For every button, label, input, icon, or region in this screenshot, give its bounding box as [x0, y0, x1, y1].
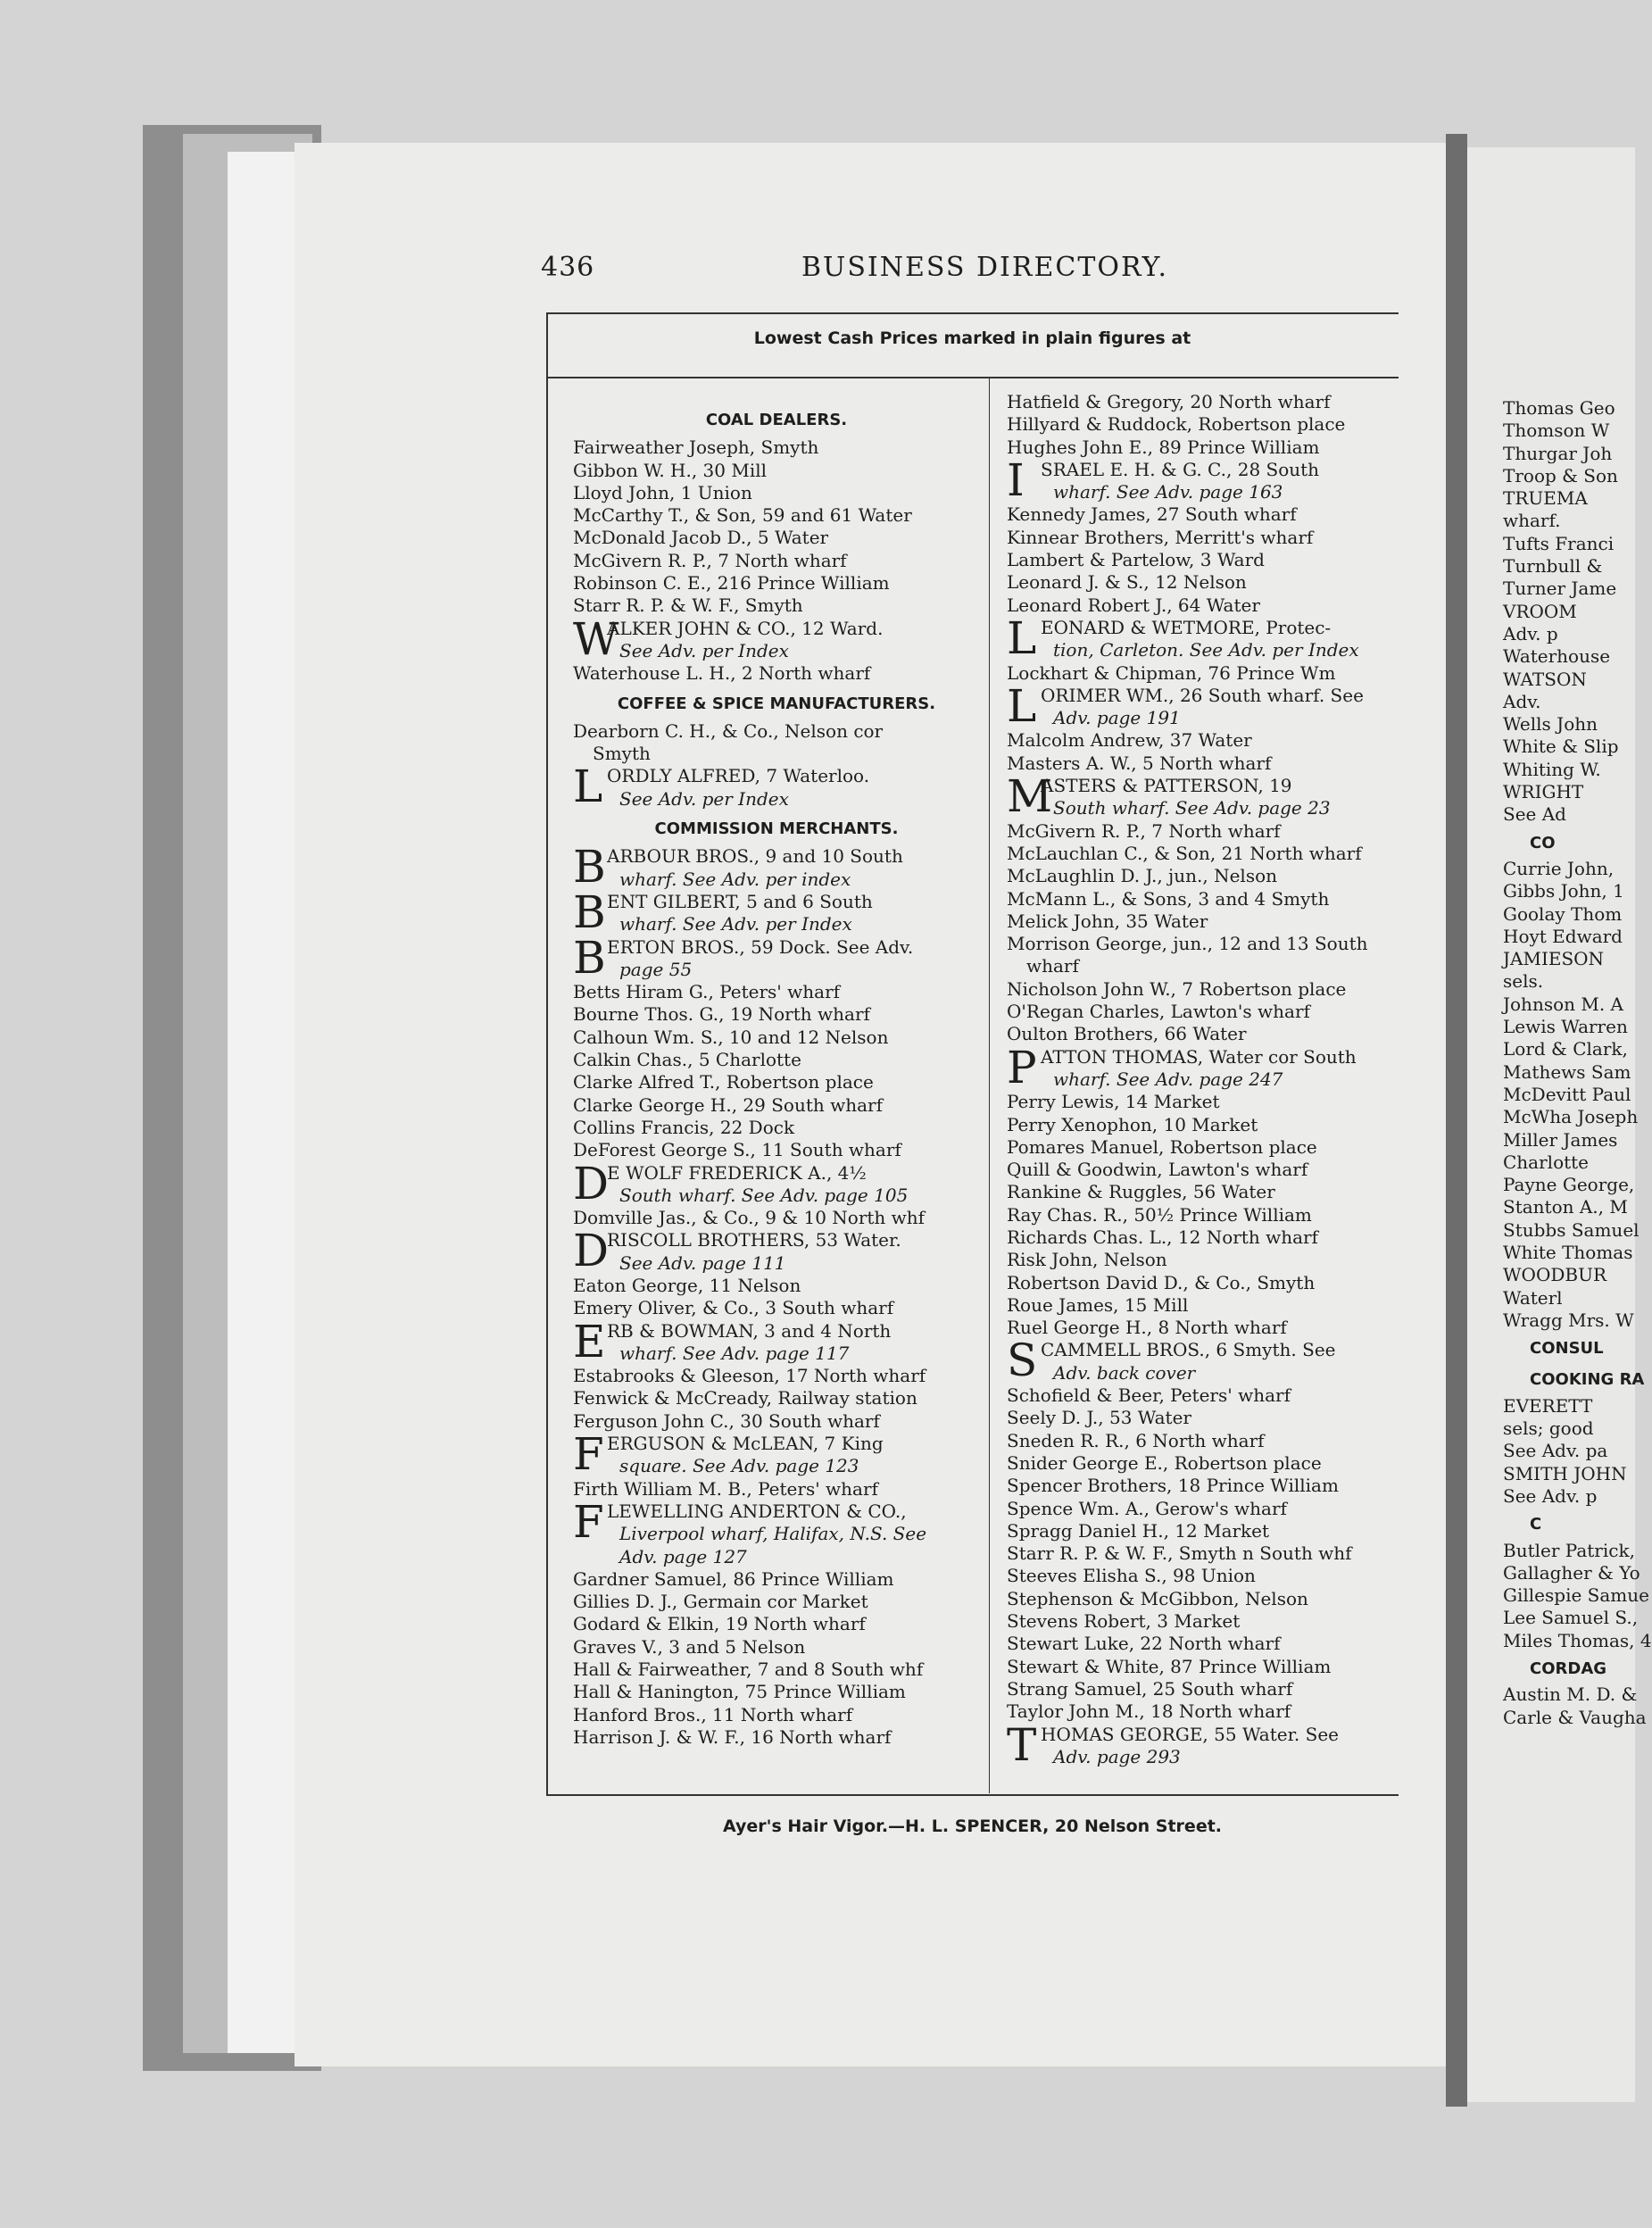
next-page-fragment: Waterhouse [1503, 645, 1611, 668]
directory-entry: Bourne Thos. G., 19 North wharf [573, 1003, 870, 1026]
featured-entry-line: Adv. back cover [1053, 1361, 1196, 1384]
entry-continuation: Smyth [593, 743, 651, 765]
featured-entry-line: wharf. See Adv. page 247 [1053, 1068, 1283, 1090]
directory-entry: Dearborn C. H., & Co., Nelson cor [573, 719, 884, 742]
featured-entry-line: wharf. See Adv. page 163 [1053, 481, 1283, 503]
initial-capital: E [573, 1315, 606, 1368]
directory-entry: Lloyd John, 1 Union [573, 481, 752, 503]
directory-entry: Pomares Manuel, Robertson place [1007, 1135, 1317, 1158]
directory-entry: Hanford Bros., 11 North wharf [573, 1703, 853, 1725]
right-column [1007, 391, 1408, 1771]
featured-entry-line: wharf. See Adv. page 117 [619, 1342, 850, 1364]
featured-entry-line: ERGUSON & McLEAN, 7 King [607, 1433, 884, 1455]
next-page-fragment: White Thomas [1503, 1241, 1633, 1263]
next-page-fragment: Currie John, [1503, 857, 1615, 879]
next-page-fragment: Goolay Thom [1503, 902, 1623, 925]
directory-entry: Stewart Luke, 22 North wharf [1007, 1633, 1281, 1655]
featured-entry [573, 1157, 980, 1210]
directory-entry: Robinson C. E., 216 Prince William [573, 572, 890, 594]
featured-entry-line: RB & BOWMAN, 3 and 4 North [607, 1319, 892, 1342]
directory-entry: Stevens Robert, 3 Market [1007, 1610, 1241, 1633]
featured-entry-line: See Adv. per Index [619, 639, 789, 661]
featured-entry-line: Adv. page 127 [619, 1545, 747, 1567]
featured-entry-line: ATTON THOMAS, Water cor South [1041, 1045, 1357, 1068]
next-page-fragment: CORDAG [1530, 1659, 1607, 1679]
directory-entry: Domville Jas., & Co., 9 & 10 North whf [573, 1207, 926, 1229]
left-border [546, 314, 548, 1796]
next-page-fragment: Stanton A., M [1503, 1196, 1628, 1218]
featured-entry-line: HOMAS GEORGE, 55 Water. See [1041, 1723, 1340, 1745]
directory-entry: Hillyard & Ruddock, Robertson place [1007, 413, 1346, 436]
featured-entry [1007, 453, 1408, 506]
directory-entry: Ruel George H., 8 North wharf [1007, 1317, 1287, 1339]
directory-entry: DeForest George S., 11 South wharf [573, 1139, 901, 1161]
featured-entry-line: ERTON BROS., 59 Dock. See Adv. [607, 935, 914, 958]
directory-entry: Taylor John M., 18 North wharf [1007, 1700, 1291, 1723]
footer-advert: Ayer's Hair Vigor.—H. L. SPENCER, 20 Nelson Street. [722, 1816, 1222, 1836]
next-page-fragment: Gallagher & Yo [1503, 1561, 1640, 1584]
directory-entry: Spence Wm. A., Gerow's wharf [1007, 1497, 1287, 1519]
book-edge-paper [228, 152, 299, 2053]
featured-entry [1007, 770, 1408, 823]
directory-entry: Snider George E., Robertson place [1007, 1451, 1322, 1474]
initial-capital: I [1007, 453, 1025, 506]
featured-entry-line: E WOLF FREDERICK A., 4½ [607, 1161, 867, 1184]
directory-entry: Starr R. P. & W. F., Smyth n South whf [1007, 1542, 1352, 1565]
initial-capital: B [573, 885, 606, 938]
next-page-fragment: CONSUL [1530, 1339, 1604, 1359]
directory-entry: O'Regan Charles, Lawton's wharf [1007, 1001, 1310, 1023]
directory-entry: Hall & Fairweather, 7 and 8 South whf [573, 1659, 924, 1681]
next-page-fragment: Waterl [1503, 1286, 1563, 1309]
featured-entry-line: ARBOUR BROS., 9 and 10 South [607, 845, 903, 868]
next-page-fragment: WOODBUR [1503, 1264, 1606, 1286]
featured-entry-line: wharf. See Adv. per index [619, 868, 851, 890]
directory-entry: Kennedy James, 27 South wharf [1007, 503, 1297, 526]
directory-entry: Spencer Brothers, 18 Prince William [1007, 1475, 1339, 1497]
entry-continuation: wharf [1026, 955, 1079, 977]
directory-entry: McGivern R. P., 7 North wharf [573, 549, 847, 571]
directory-entry: Steeves Elisha S., 98 Union [1007, 1565, 1256, 1587]
featured-entry-line: ALKER JOHN & CO., 12 Ward. [607, 617, 884, 639]
featured-entry [573, 1225, 980, 1277]
directory-entry: McCarthy T., & Son, 59 and 61 Water [573, 504, 912, 527]
top-rule [546, 312, 1399, 314]
directory-entry: Betts Hiram G., Peters' wharf [573, 981, 841, 1003]
next-page-fragment: See Adv. p [1503, 1484, 1598, 1507]
directory-entry: Graves V., 3 and 5 Nelson [573, 1635, 806, 1658]
next-page-fragment: SMITH JOHN [1503, 1462, 1627, 1484]
featured-entry [573, 1428, 980, 1481]
book-gutter [1446, 134, 1467, 2107]
next-page-fragment: CO [1530, 833, 1556, 852]
next-page-fragment: Carle & Vaugha [1503, 1706, 1647, 1728]
directory-entry: Gardner Samuel, 86 Prince William [573, 1567, 894, 1590]
initial-capital: T [1007, 1718, 1037, 1771]
next-page-fragment: Whiting W. [1503, 758, 1601, 780]
directory-entry: Strang Samuel, 25 South wharf [1007, 1677, 1293, 1700]
next-page-fragment: See Ad [1503, 803, 1566, 826]
directory-entry: McDonald Jacob D., 5 Water [573, 527, 829, 549]
initial-capital: P [1007, 1041, 1037, 1093]
next-page-fragment: Adv. p [1503, 622, 1558, 644]
featured-entry-line: ORDLY ALFRED, 7 Waterloo. [607, 765, 870, 787]
directory-entry: Morrison George, jun., 12 and 13 South [1007, 933, 1368, 955]
section-heading: COAL DEALERS. [705, 411, 848, 429]
featured-entry-line: South wharf. See Adv. page 23 [1053, 797, 1331, 819]
next-page-fragment: TRUEMA [1503, 487, 1588, 510]
featured-entry [573, 1495, 980, 1568]
directory-entry: Oulton Brothers, 66 Water [1007, 1023, 1247, 1045]
directory-entry: Estabrooks & Gleeson, 17 North wharf [573, 1365, 926, 1387]
banner-rule [546, 377, 1399, 378]
initial-capital: S [1007, 1334, 1038, 1387]
featured-entry [1007, 1041, 1408, 1093]
featured-entry-line: Adv. page 191 [1053, 707, 1181, 729]
initial-capital: L [1007, 679, 1037, 732]
directory-entry: Nicholson John W., 7 Robertson place [1007, 977, 1347, 1000]
next-page-fragment: McDevitt Paul [1503, 1083, 1631, 1105]
featured-entry-line: Liverpool wharf, Halifax, N.S. See [619, 1523, 927, 1545]
featured-entry-line: Adv. page 293 [1053, 1745, 1181, 1767]
next-page-fragment: Lee Samuel S., [1503, 1607, 1639, 1629]
featured-entry-line: ASTERS & PATTERSON, 19 [1041, 775, 1292, 797]
featured-entry-line: See Adv. per Index [619, 787, 789, 810]
directory-entry: Perry Lewis, 14 Market [1007, 1091, 1220, 1113]
next-page-fragment: Troop & Son [1503, 464, 1618, 486]
directory-entry: Hatfield & Gregory, 20 North wharf [1007, 391, 1331, 412]
directory-entry: Calkin Chas., 5 Charlotte [573, 1049, 801, 1071]
featured-entry [573, 761, 980, 813]
next-page-fragment: JAMIESON [1503, 948, 1605, 970]
directory-entry: Ray Chas. R., 50½ Prince William [1007, 1203, 1312, 1226]
featured-entry-line: page 55 [619, 958, 693, 980]
left-column [573, 402, 980, 1749]
next-page-fragment: Tufts Franci [1503, 532, 1615, 554]
featured-entry [573, 1315, 980, 1368]
bottom-rule [546, 1794, 1399, 1796]
directory-entry: Hall & Hanington, 75 Prince William [573, 1681, 906, 1703]
next-page-fragment: Stubbs Samuel [1503, 1218, 1640, 1241]
next-page-fragment: VROOM [1503, 600, 1577, 622]
directory-entry: Lambert & Partelow, 3 Ward [1007, 549, 1265, 571]
section-heading: COFFEE & SPICE MANUFACTURERS. [617, 694, 936, 713]
featured-entry [1007, 679, 1408, 732]
featured-entry-line: South wharf. See Adv. page 105 [619, 1184, 909, 1206]
directory-entry: McGivern R. P., 7 North wharf [1007, 819, 1281, 842]
featured-entry [1007, 1334, 1408, 1387]
featured-entry [573, 612, 980, 665]
directory-entry: Starr R. P. & W. F., Smyth [573, 594, 803, 617]
featured-entry [573, 885, 980, 938]
featured-entry-line: ENT GILBERT, 5 and 6 South [607, 890, 873, 912]
featured-entry-line: See Adv. page 111 [619, 1251, 786, 1274]
featured-entry-line: LEWELLING ANDERTON & CO., [607, 1500, 907, 1522]
next-page-fragment: See Adv. pa [1503, 1440, 1608, 1462]
next-page-fragment: Thomas Geo [1503, 397, 1615, 419]
next-page-fragment: Johnson M. A [1503, 993, 1623, 1015]
next-page-fragment: wharf. [1503, 510, 1561, 532]
column-divider [989, 378, 990, 1793]
directory-entry: Robertson David D., & Co., Smyth [1007, 1271, 1316, 1293]
directory-entry: Perry Xenophon, 10 Market [1007, 1113, 1258, 1135]
directory-entry: Stewart & White, 87 Prince William [1007, 1655, 1332, 1677]
directory-entry: Roue James, 15 Mill [1007, 1293, 1189, 1316]
directory-entry: Schofield & Beer, Peters' wharf [1007, 1384, 1291, 1407]
directory-entry: McMann L., & Sons, 3 and 4 Smyth [1007, 887, 1330, 910]
next-page-fragment: sels; good [1503, 1417, 1594, 1440]
next-page-fragment: Hoyt Edward [1503, 925, 1623, 947]
directory-entry: Gillies D. J., Germain cor Market [573, 1591, 868, 1613]
directory-entry: Fairweather Joseph, Smyth [573, 436, 819, 459]
directory-entry: Hughes John E., 89 Prince William [1007, 436, 1320, 458]
directory-entry: Collins Francis, 22 Dock [573, 1116, 795, 1138]
directory-entry: Risk John, Nelson [1007, 1249, 1167, 1271]
next-page-fragment: Lord & Clark, [1503, 1038, 1628, 1060]
directory-entry: Calhoun Wm. S., 10 and 12 Nelson [573, 1026, 889, 1048]
featured-entry-line: tion, Carleton. See Adv. per Index [1053, 639, 1359, 661]
directory-entry: Masters A. W., 5 North wharf [1007, 752, 1272, 774]
directory-entry: Gibbon W. H., 30 Mill [573, 459, 768, 481]
featured-entry [573, 841, 980, 894]
next-page-fragment: Miller James [1503, 1128, 1618, 1151]
next-page-fragment: Butler Patrick, [1503, 1539, 1635, 1561]
directory-entry: Rankine & Ruggles, 56 Water [1007, 1181, 1275, 1203]
page-number: 436 [541, 252, 595, 283]
next-page-fragment: Charlotte [1503, 1151, 1590, 1173]
next-page-fragment: Thurgar Joh [1503, 442, 1613, 464]
directory-entry: Clarke Alfred T., Robertson place [573, 1071, 874, 1093]
initial-capital: L [1007, 611, 1037, 664]
directory-entry: Quill & Goodwin, Lawton's wharf [1007, 1159, 1308, 1181]
next-page-fragment: Wells John [1503, 713, 1598, 736]
next-page-fragment: Gillespie Samue [1503, 1584, 1649, 1607]
directory-entry: Fenwick & McCready, Railway station [573, 1387, 917, 1409]
initial-capital: B [573, 841, 606, 894]
initial-capital: D [573, 1225, 610, 1277]
initial-capital: M [1007, 770, 1053, 823]
directory-entry: Clarke George H., 29 South wharf [573, 1093, 884, 1116]
next-page-fragment: Miles Thomas, 4 [1503, 1629, 1652, 1651]
directory-entry: Waterhouse L. H., 2 North wharf [573, 662, 871, 685]
next-page-partial [1467, 147, 1652, 2102]
next-page-fragment: Mathews Sam [1503, 1060, 1631, 1083]
next-page-fragment: Wragg Mrs. W [1503, 1309, 1634, 1331]
next-page-fragment: Gibbs John, 1 [1503, 880, 1624, 902]
next-page-fragment: COOKING RA [1530, 1370, 1645, 1390]
directory-entry: Malcolm Andrew, 37 Water [1007, 729, 1252, 752]
next-page-fragment: White & Slip [1503, 736, 1619, 758]
directory-entry: Harrison J. & W. F., 16 North wharf [573, 1725, 892, 1748]
directory-entry: Spragg Daniel H., 12 Market [1007, 1519, 1270, 1542]
initial-capital: W [573, 612, 619, 665]
directory-entry: Leonard Robert J., 64 Water [1007, 594, 1260, 616]
directory-entry: Godard & Elkin, 19 North wharf [573, 1613, 866, 1635]
directory-entry: Eaton George, 11 Nelson [573, 1274, 801, 1296]
initial-capital: B [573, 931, 606, 984]
initial-capital: L [573, 761, 603, 813]
next-page-fragment: Turnbull & [1503, 555, 1603, 578]
featured-entry-line: SRAEL E. H. & G. C., 28 South [1041, 458, 1320, 480]
next-page-fragment: Lewis Warren [1503, 1016, 1628, 1038]
initial-capital: F [573, 1495, 604, 1548]
next-page-fragment: Turner Jame [1503, 578, 1617, 600]
section-heading: COMMISSION MERCHANTS. [654, 819, 899, 839]
directory-entry: Richards Chas. L., 12 North wharf [1007, 1226, 1318, 1248]
next-page-fragment: Adv. [1503, 690, 1541, 712]
next-page-fragment: C [1530, 1515, 1542, 1534]
featured-entry [573, 931, 980, 984]
directory-entry: Leonard J. & S., 12 Nelson [1007, 571, 1247, 594]
featured-entry-line: ORIMER WM., 26 South wharf. See [1041, 684, 1364, 706]
featured-entry-line: EONARD & WETMORE, Protec- [1041, 616, 1332, 638]
directory-entry: Melick John, 35 Water [1007, 910, 1208, 932]
directory-entry: Seely D. J., 53 Water [1007, 1407, 1191, 1429]
directory-entry: Ferguson John C., 30 South wharf [573, 1409, 880, 1432]
featured-entry [1007, 611, 1408, 664]
next-page-fragment: sels. [1503, 970, 1544, 993]
directory-entry: McLaughlin D. J., jun., Nelson [1007, 865, 1278, 887]
next-page-fragment: WATSON [1503, 668, 1587, 690]
directory-entry: Firth William M. B., Peters' wharf [573, 1477, 878, 1500]
featured-entry-line: CAMMELL BROS., 6 Smyth. See [1041, 1339, 1336, 1361]
directory-entry: Kinnear Brothers, Merritt's wharf [1007, 526, 1314, 548]
next-page-fragment: McWha Joseph [1503, 1106, 1639, 1128]
directory-entry: Stephenson & McGibbon, Nelson [1007, 1587, 1308, 1609]
next-page-fragment: Payne George, [1503, 1174, 1635, 1196]
next-page-text [1503, 397, 1652, 1729]
page-title: BUSINESS DIRECTORY. [801, 252, 1169, 283]
featured-entry-line: wharf. See Adv. per Index [619, 913, 852, 935]
featured-entry-line: square. See Adv. page 123 [619, 1455, 859, 1477]
directory-entry: McLauchlan C., & Son, 21 North wharf [1007, 842, 1362, 864]
next-page-fragment: EVERETT [1503, 1394, 1593, 1417]
featured-entry-line: RISCOLL BROTHERS, 53 Water. [607, 1229, 901, 1251]
directory-entry: Emery Oliver, & Co., 3 South wharf [573, 1297, 894, 1319]
featured-entry [1007, 1718, 1408, 1771]
initial-capital: D [573, 1157, 610, 1210]
banner-text: Lowest Cash Prices marked in plain figures at [753, 328, 1191, 348]
next-page-fragment: Thomson W [1503, 420, 1610, 442]
initial-capital: F [573, 1428, 604, 1481]
next-page-fragment: Austin M. D. & [1503, 1683, 1638, 1706]
directory-entry: Sneden R. R., 6 North wharf [1007, 1429, 1265, 1451]
next-page-fragment: WRIGHT [1503, 781, 1584, 803]
directory-entry: Lockhart & Chipman, 76 Prince Wm [1007, 661, 1336, 684]
